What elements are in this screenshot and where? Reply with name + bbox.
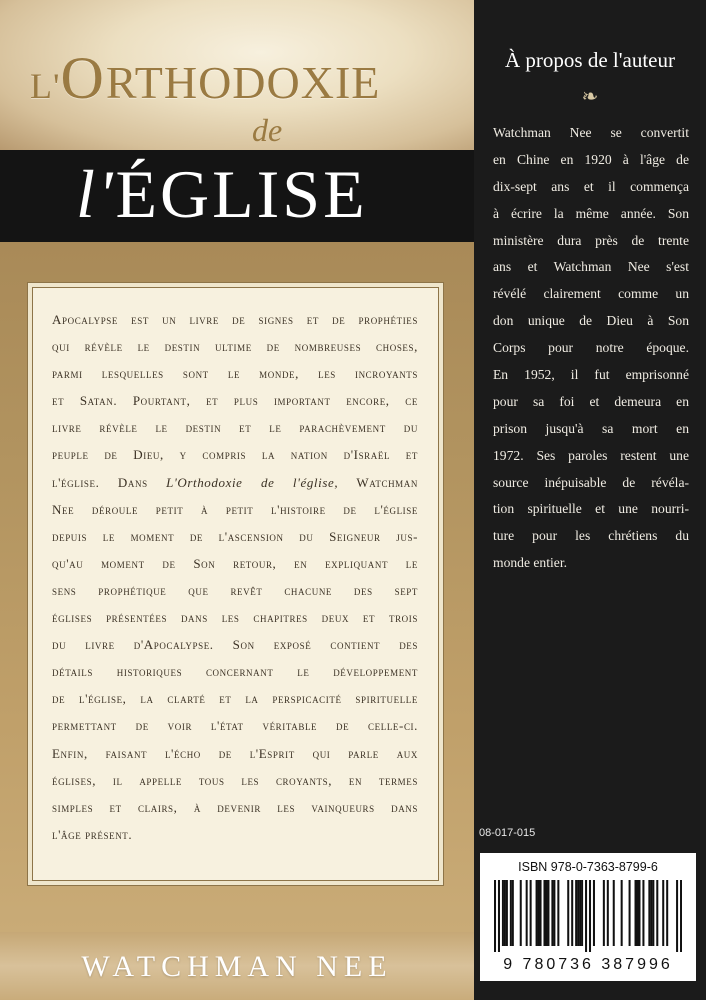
- barcode-bar: [585, 880, 587, 952]
- barcode-bar: [512, 880, 514, 946]
- barcode-bar: [571, 880, 573, 946]
- barcode-bar: [652, 880, 654, 946]
- barcode-bar: [553, 880, 555, 946]
- description-segment: détails historiques concernant le développement: [52, 664, 418, 680]
- about-line: prison jusqu'à sa mort en: [493, 420, 689, 436]
- description-segment: Apocalypse est un livre de signes et de prophéties: [52, 312, 418, 327]
- description-segment: églises présentées dans les chapitres deux et trois: [52, 610, 418, 626]
- barcode-bar: [494, 880, 496, 952]
- author-name: WATCHMAN NEE: [81, 950, 393, 983]
- barcode-bar: [662, 880, 664, 946]
- barcode-bar: [581, 880, 583, 946]
- about-line: ture pour les chrétiens du: [493, 528, 689, 544]
- about-line: 1972. Ses paroles restent une: [493, 447, 689, 463]
- description-line: [52, 685, 418, 712]
- product-code: 08-017-015: [479, 827, 536, 839]
- about-title: À propos de l'auteur: [505, 48, 675, 72]
- fleuron-icon: ❧: [581, 84, 599, 108]
- description-line: [52, 712, 418, 739]
- title-initial: L': [30, 66, 61, 106]
- title-eglise: [76, 156, 368, 232]
- barcode-bars: [494, 880, 682, 952]
- about-line: ministère dura près de trente: [493, 232, 689, 248]
- barcode-bar: [504, 880, 506, 946]
- description-line: [52, 306, 418, 333]
- barcode-bar: [579, 880, 581, 946]
- barcode-bar: [557, 880, 559, 946]
- barcode-bar: [577, 880, 579, 946]
- description-segment: livre révèle le destin et le parachèvement du: [52, 420, 418, 436]
- barcode-bar: [547, 880, 549, 946]
- barcode-bar: [621, 880, 623, 946]
- description-segment: qui révèle le destin ultime de nombreuses choses,: [52, 339, 418, 355]
- title-eglise-word: ÉGLISE: [115, 156, 368, 232]
- description-line: [52, 523, 418, 550]
- description-line: [52, 550, 418, 577]
- description-line: [52, 740, 418, 767]
- about-text: [493, 120, 689, 577]
- barcode-bar: [575, 880, 577, 946]
- about-line: révélé clairement comme un: [493, 286, 689, 302]
- description-segment: Watchman: [338, 474, 418, 490]
- barcode-digits: 9 780736 387996: [503, 956, 673, 973]
- about-line: ans et Watchman Nee s'est: [493, 259, 689, 275]
- barcode-bar: [551, 880, 553, 946]
- about-line: dix-sept ans et il commença: [493, 178, 689, 194]
- barcode-bar: [543, 880, 545, 946]
- barcode-bar: [642, 880, 644, 946]
- description-line: [52, 631, 418, 658]
- description-line: [52, 794, 418, 821]
- description-segment: simples et clairs, à devenir les vainqueurs dans: [52, 799, 418, 815]
- description-line: [52, 767, 418, 794]
- book-title-italic: L'Orthodoxie de l'église,: [166, 474, 339, 490]
- description-segment: qu'au moment de Son retour, en expliquant le: [52, 555, 418, 571]
- description-segment: depuis le moment de l'ascension du Seigneur jus-: [52, 528, 418, 544]
- description-segment: églises, il appelle tous les croyants, en termes: [52, 772, 418, 788]
- title-first-letter: O: [60, 45, 106, 111]
- about-line: don unique de Dieu à Son: [493, 313, 689, 329]
- barcode-bar: [613, 880, 615, 946]
- barcode-bar: [520, 880, 522, 946]
- barcode-bar: [638, 880, 640, 946]
- description-text: [52, 306, 418, 848]
- description-line: [52, 469, 418, 496]
- description-segment: du livre d'Apocalypse. Son exposé contient des: [52, 637, 418, 653]
- barcode-bar: [589, 880, 591, 952]
- description-line: [52, 441, 418, 468]
- barcode-bar: [603, 880, 605, 946]
- barcode-bar: [545, 880, 547, 946]
- barcode-bar: [656, 880, 658, 946]
- description-line: [52, 414, 418, 441]
- barcode-bar: [629, 880, 631, 946]
- barcode-bar: [510, 880, 512, 946]
- barcode-bar: [498, 880, 500, 952]
- title-rest: RTHODOXIE: [105, 57, 381, 108]
- description-segment: permettant de voir l'état véritable de celle-ci.: [52, 718, 418, 734]
- title-eglise-prefix: l': [76, 156, 116, 232]
- title-de: de: [252, 112, 283, 148]
- about-line: à écrire la même année. Son: [493, 205, 689, 221]
- description-segment: et Satan. Pourtant, et plus important encore, ce: [52, 393, 418, 409]
- barcode-bar: [506, 880, 508, 946]
- barcode-bar: [636, 880, 638, 946]
- barcode-bar: [536, 880, 538, 946]
- barcode-bar: [607, 880, 609, 946]
- about-line: En 1952, il fut emprisonné: [493, 367, 689, 383]
- description-line: [52, 604, 418, 631]
- description-segment: l'église. Dans: [52, 474, 167, 490]
- title-orthodoxie: [30, 45, 381, 111]
- about-line: source inépuisable de révéla-: [493, 474, 689, 490]
- description-line: [52, 333, 418, 360]
- description-segment: l'âge présent.: [52, 826, 133, 842]
- barcode-bar: [635, 880, 637, 946]
- barcode-bar: [538, 880, 540, 946]
- about-line: Corps pour notre époque.: [493, 340, 689, 356]
- about-line: monde entier.: [493, 555, 567, 571]
- description-segment: sens prophétique que revêt chacune des sept: [52, 582, 418, 598]
- description-segment: Nee déroule petit à petit l'histoire de l'église: [52, 501, 418, 517]
- isbn-label: ISBN 978-0-7363-8799-6: [518, 860, 658, 874]
- description-line: [52, 821, 418, 848]
- about-line: en Chine en 1920 à l'âge de: [493, 151, 689, 167]
- barcode-bar: [530, 880, 532, 946]
- about-line: Watchman Nee se convertit: [493, 125, 689, 140]
- about-line: pour sa foi et demeura en: [493, 393, 689, 409]
- description-segment: Enfin, faisant l'écho de l'Esprit qui parle aux: [52, 745, 418, 761]
- barcode-bar: [593, 880, 595, 946]
- barcode-bar: [567, 880, 569, 946]
- barcode-bar: [666, 880, 668, 946]
- description-line: [52, 496, 418, 523]
- barcode-bar: [526, 880, 528, 946]
- description-line: [52, 577, 418, 604]
- about-line: tion spirituelle et une nourri-: [493, 501, 689, 517]
- barcode-bar: [540, 880, 542, 946]
- description-segment: de l'église, la clarté et la perspicacité spirituelle: [52, 691, 418, 707]
- barcode-bar: [502, 880, 504, 946]
- description-line: [52, 658, 418, 685]
- barcode-bar: [680, 880, 682, 952]
- description-line: [52, 360, 418, 387]
- description-line: [52, 387, 418, 414]
- description-segment: parmi lesquelles sont le monde, les incroyants: [52, 366, 418, 382]
- barcode-bar: [648, 880, 650, 946]
- barcode-bar: [650, 880, 652, 946]
- description-segment: peuple de Dieu, y compris la nation d'Israël et: [52, 447, 418, 463]
- barcode-bar: [676, 880, 678, 952]
